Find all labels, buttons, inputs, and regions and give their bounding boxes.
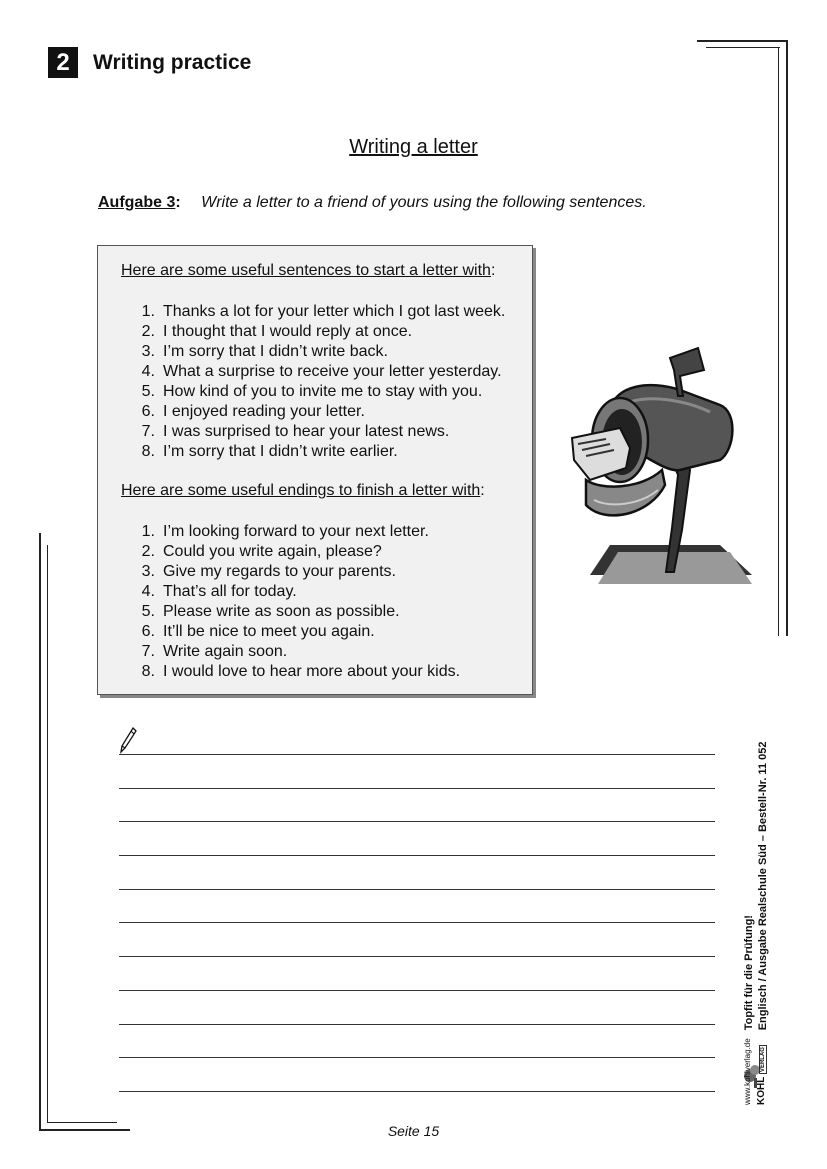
writing-line (119, 821, 715, 822)
frame-bottom-left-v2 (47, 545, 48, 1123)
writing-area[interactable] (119, 722, 715, 1092)
list-item: 2. Could you write again, please? (141, 543, 382, 560)
writing-line (119, 1057, 715, 1058)
end-heading-text: Here are some useful endings to finish a letter with (121, 482, 481, 499)
frame-top-right-h2 (706, 47, 780, 48)
list-item: 5. How kind of you to invite me to stay with you. (141, 383, 483, 400)
document-title: Writing a letter (349, 136, 478, 158)
list-item: 8. I’m sorry that I didn’t write earlier. (141, 443, 398, 460)
section-number-badge: 2 (48, 47, 78, 78)
task-label: Aufgabe 3 (98, 194, 176, 211)
page-number: Seite 15 (387, 1123, 440, 1139)
writing-line (119, 855, 715, 856)
list-item: 6. It’ll be nice to meet you again. (141, 623, 375, 640)
frame-top-right-h1 (697, 40, 788, 42)
list-item: 5. Please write as soon as possible. (141, 603, 400, 620)
list-item: 4. What a surprise to receive your letter yesterday. (141, 363, 502, 380)
useful-sentences-box (97, 245, 533, 695)
list-item: 3. Give my regards to your parents. (141, 563, 396, 580)
list-item: 3. I’m sorry that I didn’t write back. (141, 343, 388, 360)
mailbox-illustration (570, 340, 760, 590)
writing-line (119, 990, 715, 991)
list-item: 8. I would love to hear more about your kids. (141, 663, 461, 680)
writing-line (119, 889, 715, 890)
task-line (98, 194, 647, 212)
task-instruction: Write a letter to a friend of yours using the following sentences. (201, 194, 647, 211)
book-title: Topfit für die Prüfung! (743, 915, 755, 1031)
list-item: 1. Thanks a lot for your letter which I got last week. (141, 303, 506, 320)
side-publisher-info (741, 725, 801, 1105)
writing-line (119, 1024, 715, 1025)
publisher-logo-text: KOHL VERLAG (756, 1047, 767, 1105)
end-sentences-list (121, 522, 460, 682)
task-colon: : (175, 194, 181, 211)
pencil-icon (119, 726, 137, 754)
list-item: 7. I was surprised to hear your latest news. (141, 423, 450, 440)
list-item: 4. That’s all for today. (141, 583, 297, 600)
section-title: Writing practice (93, 51, 252, 74)
frame-bottom-left-v1 (39, 533, 41, 1131)
writing-line (119, 754, 715, 755)
end-sentences-heading: Here are some useful endings to finish a letter with: (121, 482, 485, 499)
start-heading-text: Here are some useful sentences to start a letter with (121, 262, 491, 279)
start-sentences-heading: Here are some useful sentences to start a letter with: (121, 262, 496, 279)
book-edition: Englisch / Ausgabe Realschule Süd – Bestell-Nr. 11 052 (757, 741, 769, 1031)
frame-top-right-v1 (786, 40, 788, 636)
writing-line (119, 1091, 715, 1092)
writing-line (119, 922, 715, 923)
publisher-url: www.kohlverlag.de (743, 1038, 752, 1105)
writing-line (119, 956, 715, 957)
writing-line (119, 788, 715, 789)
list-item: 2. I thought that I would reply at once. (141, 323, 413, 340)
list-item: 6. I enjoyed reading your letter. (141, 403, 365, 420)
list-item: 7. Write again soon. (141, 643, 288, 660)
start-sentences-list (121, 302, 505, 462)
list-item: 1. I’m looking forward to your next letter. (141, 523, 429, 540)
